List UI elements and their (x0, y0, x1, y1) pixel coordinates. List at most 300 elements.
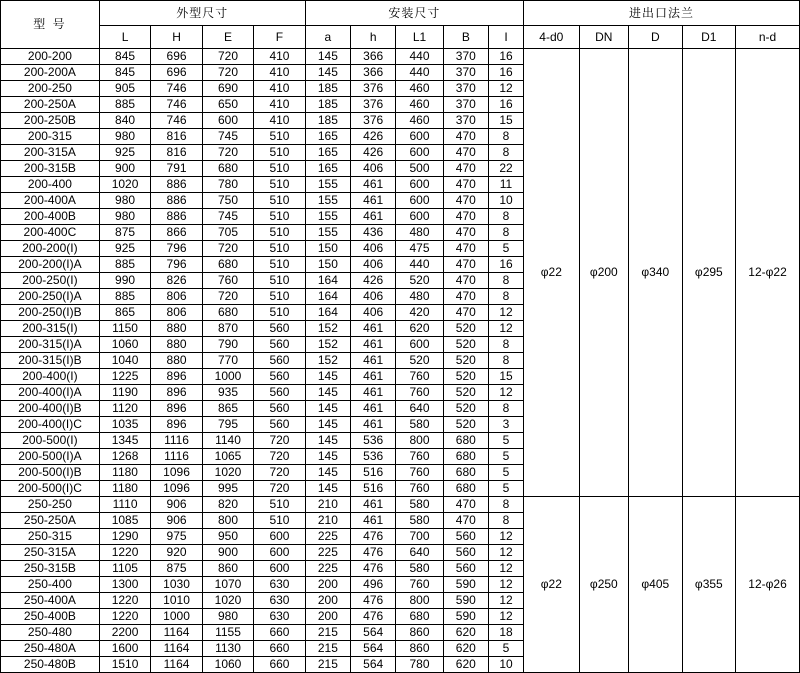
header-col-E: E (202, 26, 253, 49)
cell-E: 745 (202, 129, 253, 145)
cell-h: 406 (351, 289, 396, 305)
cell-h: 564 (351, 625, 396, 641)
cell-I: 10 (488, 193, 523, 209)
cell-I: 12 (488, 609, 523, 625)
cell-F: 510 (254, 513, 305, 529)
cell-H: 886 (151, 209, 202, 225)
cell-L: 1290 (99, 529, 150, 545)
cell-model: 200-200 (1, 49, 100, 65)
cell-L1: 760 (396, 465, 443, 481)
cell-F: 660 (254, 625, 305, 641)
cell-a: 155 (305, 225, 350, 241)
cell-L: 1268 (99, 449, 150, 465)
cell-I: 11 (488, 177, 523, 193)
cell-H: 1010 (151, 593, 202, 609)
cell-B: 520 (443, 417, 488, 433)
cell-model: 200-200A (1, 65, 100, 81)
cell-H: 1116 (151, 433, 202, 449)
cell-h: 461 (351, 497, 396, 513)
cell-L1: 460 (396, 97, 443, 113)
cell-model: 200-400C (1, 225, 100, 241)
cell-H: 875 (151, 561, 202, 577)
header-col-4d0: 4-d0 (524, 26, 580, 49)
cell-model: 250-400 (1, 577, 100, 593)
cell-B: 590 (443, 593, 488, 609)
cell-I: 12 (488, 577, 523, 593)
cell-B: 470 (443, 161, 488, 177)
cell-F: 560 (254, 417, 305, 433)
cell-E: 680 (202, 161, 253, 177)
cell-F: 720 (254, 481, 305, 497)
cell-DN: φ200 (579, 49, 628, 497)
cell-DN: φ250 (579, 497, 628, 673)
cell-I: 16 (488, 257, 523, 273)
cell-model: 250-315B (1, 561, 100, 577)
cell-L: 865 (99, 305, 150, 321)
cell-L1: 580 (396, 561, 443, 577)
cell-a: 145 (305, 481, 350, 497)
cell-L: 1085 (99, 513, 150, 529)
cell-F: 510 (254, 161, 305, 177)
cell-h: 426 (351, 145, 396, 161)
cell-B: 520 (443, 353, 488, 369)
cell-a: 185 (305, 113, 350, 129)
cell-L1: 475 (396, 241, 443, 257)
cell-model: 200-315 (1, 129, 100, 145)
header-col-nd: n-d (736, 26, 800, 49)
cell-B: 470 (443, 513, 488, 529)
cell-L: 1225 (99, 369, 150, 385)
cell-h: 461 (351, 321, 396, 337)
cell-I: 5 (488, 241, 523, 257)
cell-model: 200-315B (1, 161, 100, 177)
cell-model: 250-480B (1, 657, 100, 673)
cell-L1: 460 (396, 113, 443, 129)
cell-L1: 800 (396, 593, 443, 609)
cell-H: 746 (151, 97, 202, 113)
cell-F: 560 (254, 369, 305, 385)
cell-E: 1155 (202, 625, 253, 641)
cell-L1: 760 (396, 385, 443, 401)
cell-F: 560 (254, 321, 305, 337)
cell-h: 406 (351, 241, 396, 257)
cell-H: 746 (151, 113, 202, 129)
cell-L: 1120 (99, 401, 150, 417)
cell-model: 200-500(I)C (1, 481, 100, 497)
cell-h: 406 (351, 305, 396, 321)
cell-B: 560 (443, 545, 488, 561)
cell-a: 215 (305, 657, 350, 673)
cell-model: 250-250 (1, 497, 100, 513)
cell-model: 250-315A (1, 545, 100, 561)
cell-E: 865 (202, 401, 253, 417)
cell-B: 470 (443, 257, 488, 273)
cell-F: 630 (254, 577, 305, 593)
cell-F: 560 (254, 353, 305, 369)
cell-h: 461 (351, 209, 396, 225)
cell-B: 560 (443, 561, 488, 577)
cell-E: 750 (202, 193, 253, 209)
cell-L1: 520 (396, 273, 443, 289)
cell-model: 200-400 (1, 177, 100, 193)
cell-L1: 440 (396, 257, 443, 273)
cell-model: 200-500(I)B (1, 465, 100, 481)
cell-E: 720 (202, 49, 253, 65)
cell-L1: 440 (396, 65, 443, 81)
cell-E: 1070 (202, 577, 253, 593)
cell-L1: 500 (396, 161, 443, 177)
cell-a: 210 (305, 497, 350, 513)
cell-E: 1130 (202, 641, 253, 657)
cell-a: 225 (305, 561, 350, 577)
cell-h: 476 (351, 561, 396, 577)
cell-H: 1096 (151, 481, 202, 497)
cell-B: 470 (443, 497, 488, 513)
cell-B: 470 (443, 305, 488, 321)
cell-L1: 520 (396, 353, 443, 369)
cell-a: 145 (305, 65, 350, 81)
cell-h: 461 (351, 177, 396, 193)
cell-D1: φ295 (682, 49, 736, 497)
cell-L: 925 (99, 241, 150, 257)
cell-model: 200-400(I) (1, 369, 100, 385)
cell-F: 510 (254, 225, 305, 241)
cell-L: 2200 (99, 625, 150, 641)
cell-L1: 760 (396, 449, 443, 465)
cell-F: 510 (254, 305, 305, 321)
cell-L1: 860 (396, 625, 443, 641)
cell-a: 152 (305, 337, 350, 353)
cell-F: 560 (254, 337, 305, 353)
cell-h: 461 (351, 385, 396, 401)
cell-H: 791 (151, 161, 202, 177)
cell-L1: 600 (396, 177, 443, 193)
cell-L: 1220 (99, 593, 150, 609)
cell-L: 1150 (99, 321, 150, 337)
cell-F: 410 (254, 81, 305, 97)
cell-E: 820 (202, 497, 253, 513)
cell-B: 470 (443, 273, 488, 289)
cell-F: 510 (254, 193, 305, 209)
cell-H: 906 (151, 497, 202, 513)
header-col-D: D (629, 26, 683, 49)
cell-I: 12 (488, 81, 523, 97)
cell-I: 18 (488, 625, 523, 641)
cell-a: 200 (305, 609, 350, 625)
table-row (1, 497, 800, 513)
cell-L: 900 (99, 161, 150, 177)
cell-F: 510 (254, 497, 305, 513)
cell-H: 816 (151, 129, 202, 145)
cell-a: 155 (305, 177, 350, 193)
cell-B: 520 (443, 321, 488, 337)
cell-H: 896 (151, 417, 202, 433)
cell-h: 461 (351, 193, 396, 209)
cell-B: 520 (443, 337, 488, 353)
cell-E: 790 (202, 337, 253, 353)
cell-F: 720 (254, 433, 305, 449)
cell-a: 150 (305, 241, 350, 257)
header-col-L: L (99, 26, 150, 49)
cell-D: φ405 (629, 497, 683, 673)
cell-H: 796 (151, 257, 202, 273)
cell-a: 164 (305, 289, 350, 305)
cell-L: 1180 (99, 465, 150, 481)
cell-F: 720 (254, 449, 305, 465)
cell-L: 875 (99, 225, 150, 241)
cell-F: 660 (254, 641, 305, 657)
cell-L1: 600 (396, 209, 443, 225)
cell-E: 800 (202, 513, 253, 529)
cell-E: 870 (202, 321, 253, 337)
cell-I: 12 (488, 321, 523, 337)
cell-F: 510 (254, 145, 305, 161)
header-col-H: H (151, 26, 202, 49)
cell-model: 200-200(I)A (1, 257, 100, 273)
cell-h: 476 (351, 609, 396, 625)
cell-H: 1116 (151, 449, 202, 465)
cell-a: 210 (305, 513, 350, 529)
cell-model: 200-400A (1, 193, 100, 209)
cell-h: 426 (351, 129, 396, 145)
cell-I: 8 (488, 209, 523, 225)
cell-L: 845 (99, 65, 150, 81)
cell-a: 200 (305, 577, 350, 593)
header-col-a: a (305, 26, 350, 49)
cell-B: 620 (443, 641, 488, 657)
cell-B: 370 (443, 49, 488, 65)
cell-H: 880 (151, 321, 202, 337)
cell-a: 152 (305, 321, 350, 337)
cell-B: 470 (443, 129, 488, 145)
cell-h: 564 (351, 641, 396, 657)
cell-B: 470 (443, 289, 488, 305)
header-group-installation: 安装尺寸 (305, 1, 523, 26)
cell-model: 250-250A (1, 513, 100, 529)
cell-h: 376 (351, 81, 396, 97)
cell-model: 200-250(I)A (1, 289, 100, 305)
cell-B: 470 (443, 145, 488, 161)
cell-L: 1040 (99, 353, 150, 369)
cell-h: 406 (351, 161, 396, 177)
cell-H: 896 (151, 385, 202, 401)
cell-h: 476 (351, 593, 396, 609)
cell-model: 250-400A (1, 593, 100, 609)
cell-a: 165 (305, 161, 350, 177)
cell-L1: 640 (396, 401, 443, 417)
cell-model: 200-250(I)B (1, 305, 100, 321)
cell-L1: 800 (396, 433, 443, 449)
cell-H: 1096 (151, 465, 202, 481)
cell-model: 200-400(I)A (1, 385, 100, 401)
cell-model: 250-480 (1, 625, 100, 641)
cell-I: 8 (488, 497, 523, 513)
cell-H: 696 (151, 49, 202, 65)
cell-I: 8 (488, 145, 523, 161)
cell-L: 1345 (99, 433, 150, 449)
cell-I: 5 (488, 481, 523, 497)
cell-a: 185 (305, 97, 350, 113)
header-model: 型 号 (1, 1, 100, 49)
cell-B: 520 (443, 369, 488, 385)
cell-I: 15 (488, 369, 523, 385)
cell-h: 461 (351, 417, 396, 433)
cell-E: 900 (202, 545, 253, 561)
cell-I: 8 (488, 129, 523, 145)
header-col-F: F (254, 26, 305, 49)
cell-B: 520 (443, 385, 488, 401)
header-col-D1: D1 (682, 26, 736, 49)
cell-F: 630 (254, 593, 305, 609)
header-group-flange: 进出口法兰 (524, 1, 800, 26)
cell-F: 660 (254, 657, 305, 673)
cell-L: 1220 (99, 545, 150, 561)
cell-B: 590 (443, 609, 488, 625)
cell-L1: 600 (396, 145, 443, 161)
cell-L1: 580 (396, 417, 443, 433)
cell-h: 476 (351, 545, 396, 561)
cell-4d0: φ22 (524, 497, 580, 673)
cell-4d0: φ22 (524, 49, 580, 497)
cell-L: 980 (99, 129, 150, 145)
cell-B: 370 (443, 97, 488, 113)
cell-L: 1110 (99, 497, 150, 513)
cell-F: 720 (254, 465, 305, 481)
cell-H: 1000 (151, 609, 202, 625)
cell-h: 366 (351, 49, 396, 65)
cell-E: 780 (202, 177, 253, 193)
cell-a: 145 (305, 49, 350, 65)
cell-model: 200-315(I)B (1, 353, 100, 369)
cell-E: 935 (202, 385, 253, 401)
cell-B: 680 (443, 433, 488, 449)
cell-B: 680 (443, 465, 488, 481)
cell-H: 975 (151, 529, 202, 545)
cell-F: 410 (254, 49, 305, 65)
cell-model: 200-250 (1, 81, 100, 97)
cell-I: 16 (488, 49, 523, 65)
cell-E: 720 (202, 241, 253, 257)
cell-E: 690 (202, 81, 253, 97)
cell-h: 406 (351, 257, 396, 273)
cell-L1: 860 (396, 641, 443, 657)
cell-a: 164 (305, 273, 350, 289)
cell-h: 366 (351, 65, 396, 81)
cell-E: 995 (202, 481, 253, 497)
cell-H: 1030 (151, 577, 202, 593)
header-col-L1: L1 (396, 26, 443, 49)
cell-L1: 600 (396, 337, 443, 353)
cell-E: 600 (202, 113, 253, 129)
cell-B: 370 (443, 81, 488, 97)
cell-model: 200-250B (1, 113, 100, 129)
cell-h: 564 (351, 657, 396, 673)
cell-B: 620 (443, 625, 488, 641)
cell-E: 720 (202, 65, 253, 81)
cell-L: 885 (99, 289, 150, 305)
cell-F: 510 (254, 257, 305, 273)
table-body (1, 49, 800, 673)
cell-a: 155 (305, 209, 350, 225)
cell-B: 470 (443, 177, 488, 193)
cell-L: 980 (99, 209, 150, 225)
table-row (1, 49, 800, 65)
header-col-DN: DN (579, 26, 628, 49)
cell-L: 1105 (99, 561, 150, 577)
cell-model: 200-500(I) (1, 433, 100, 449)
header-col-B: B (443, 26, 488, 49)
cell-I: 10 (488, 657, 523, 673)
header-col-h: h (351, 26, 396, 49)
cell-E: 1020 (202, 465, 253, 481)
cell-nd: 12-φ22 (736, 49, 800, 497)
cell-B: 680 (443, 449, 488, 465)
cell-H: 806 (151, 289, 202, 305)
cell-L1: 580 (396, 513, 443, 529)
cell-H: 746 (151, 81, 202, 97)
cell-model: 200-250A (1, 97, 100, 113)
cell-L1: 780 (396, 657, 443, 673)
cell-a: 145 (305, 385, 350, 401)
cell-H: 880 (151, 337, 202, 353)
cell-I: 16 (488, 65, 523, 81)
cell-h: 496 (351, 577, 396, 593)
cell-a: 145 (305, 449, 350, 465)
cell-L: 1600 (99, 641, 150, 657)
cell-L: 885 (99, 257, 150, 273)
header-group-exterior: 外型尺寸 (99, 1, 305, 26)
cell-model: 250-400B (1, 609, 100, 625)
cell-F: 410 (254, 65, 305, 81)
cell-H: 906 (151, 513, 202, 529)
cell-H: 886 (151, 193, 202, 209)
cell-L1: 760 (396, 369, 443, 385)
cell-a: 164 (305, 305, 350, 321)
cell-D1: φ355 (682, 497, 736, 673)
cell-L: 845 (99, 49, 150, 65)
cell-E: 760 (202, 273, 253, 289)
cell-a: 185 (305, 81, 350, 97)
cell-I: 12 (488, 529, 523, 545)
cell-F: 510 (254, 273, 305, 289)
cell-L: 885 (99, 97, 150, 113)
cell-L: 840 (99, 113, 150, 129)
cell-I: 12 (488, 593, 523, 609)
cell-E: 860 (202, 561, 253, 577)
cell-h: 426 (351, 273, 396, 289)
cell-E: 720 (202, 145, 253, 161)
cell-L: 990 (99, 273, 150, 289)
cell-h: 461 (351, 369, 396, 385)
cell-E: 650 (202, 97, 253, 113)
cell-B: 590 (443, 577, 488, 593)
cell-h: 461 (351, 353, 396, 369)
cell-E: 950 (202, 529, 253, 545)
cell-F: 510 (254, 209, 305, 225)
cell-model: 200-315(I) (1, 321, 100, 337)
cell-H: 880 (151, 353, 202, 369)
cell-F: 410 (254, 97, 305, 113)
cell-H: 806 (151, 305, 202, 321)
cell-h: 376 (351, 97, 396, 113)
cell-L: 1035 (99, 417, 150, 433)
header-col-I: I (488, 26, 523, 49)
cell-I: 22 (488, 161, 523, 177)
cell-a: 150 (305, 257, 350, 273)
cell-model: 200-500(I)A (1, 449, 100, 465)
cell-H: 896 (151, 369, 202, 385)
cell-E: 1000 (202, 369, 253, 385)
